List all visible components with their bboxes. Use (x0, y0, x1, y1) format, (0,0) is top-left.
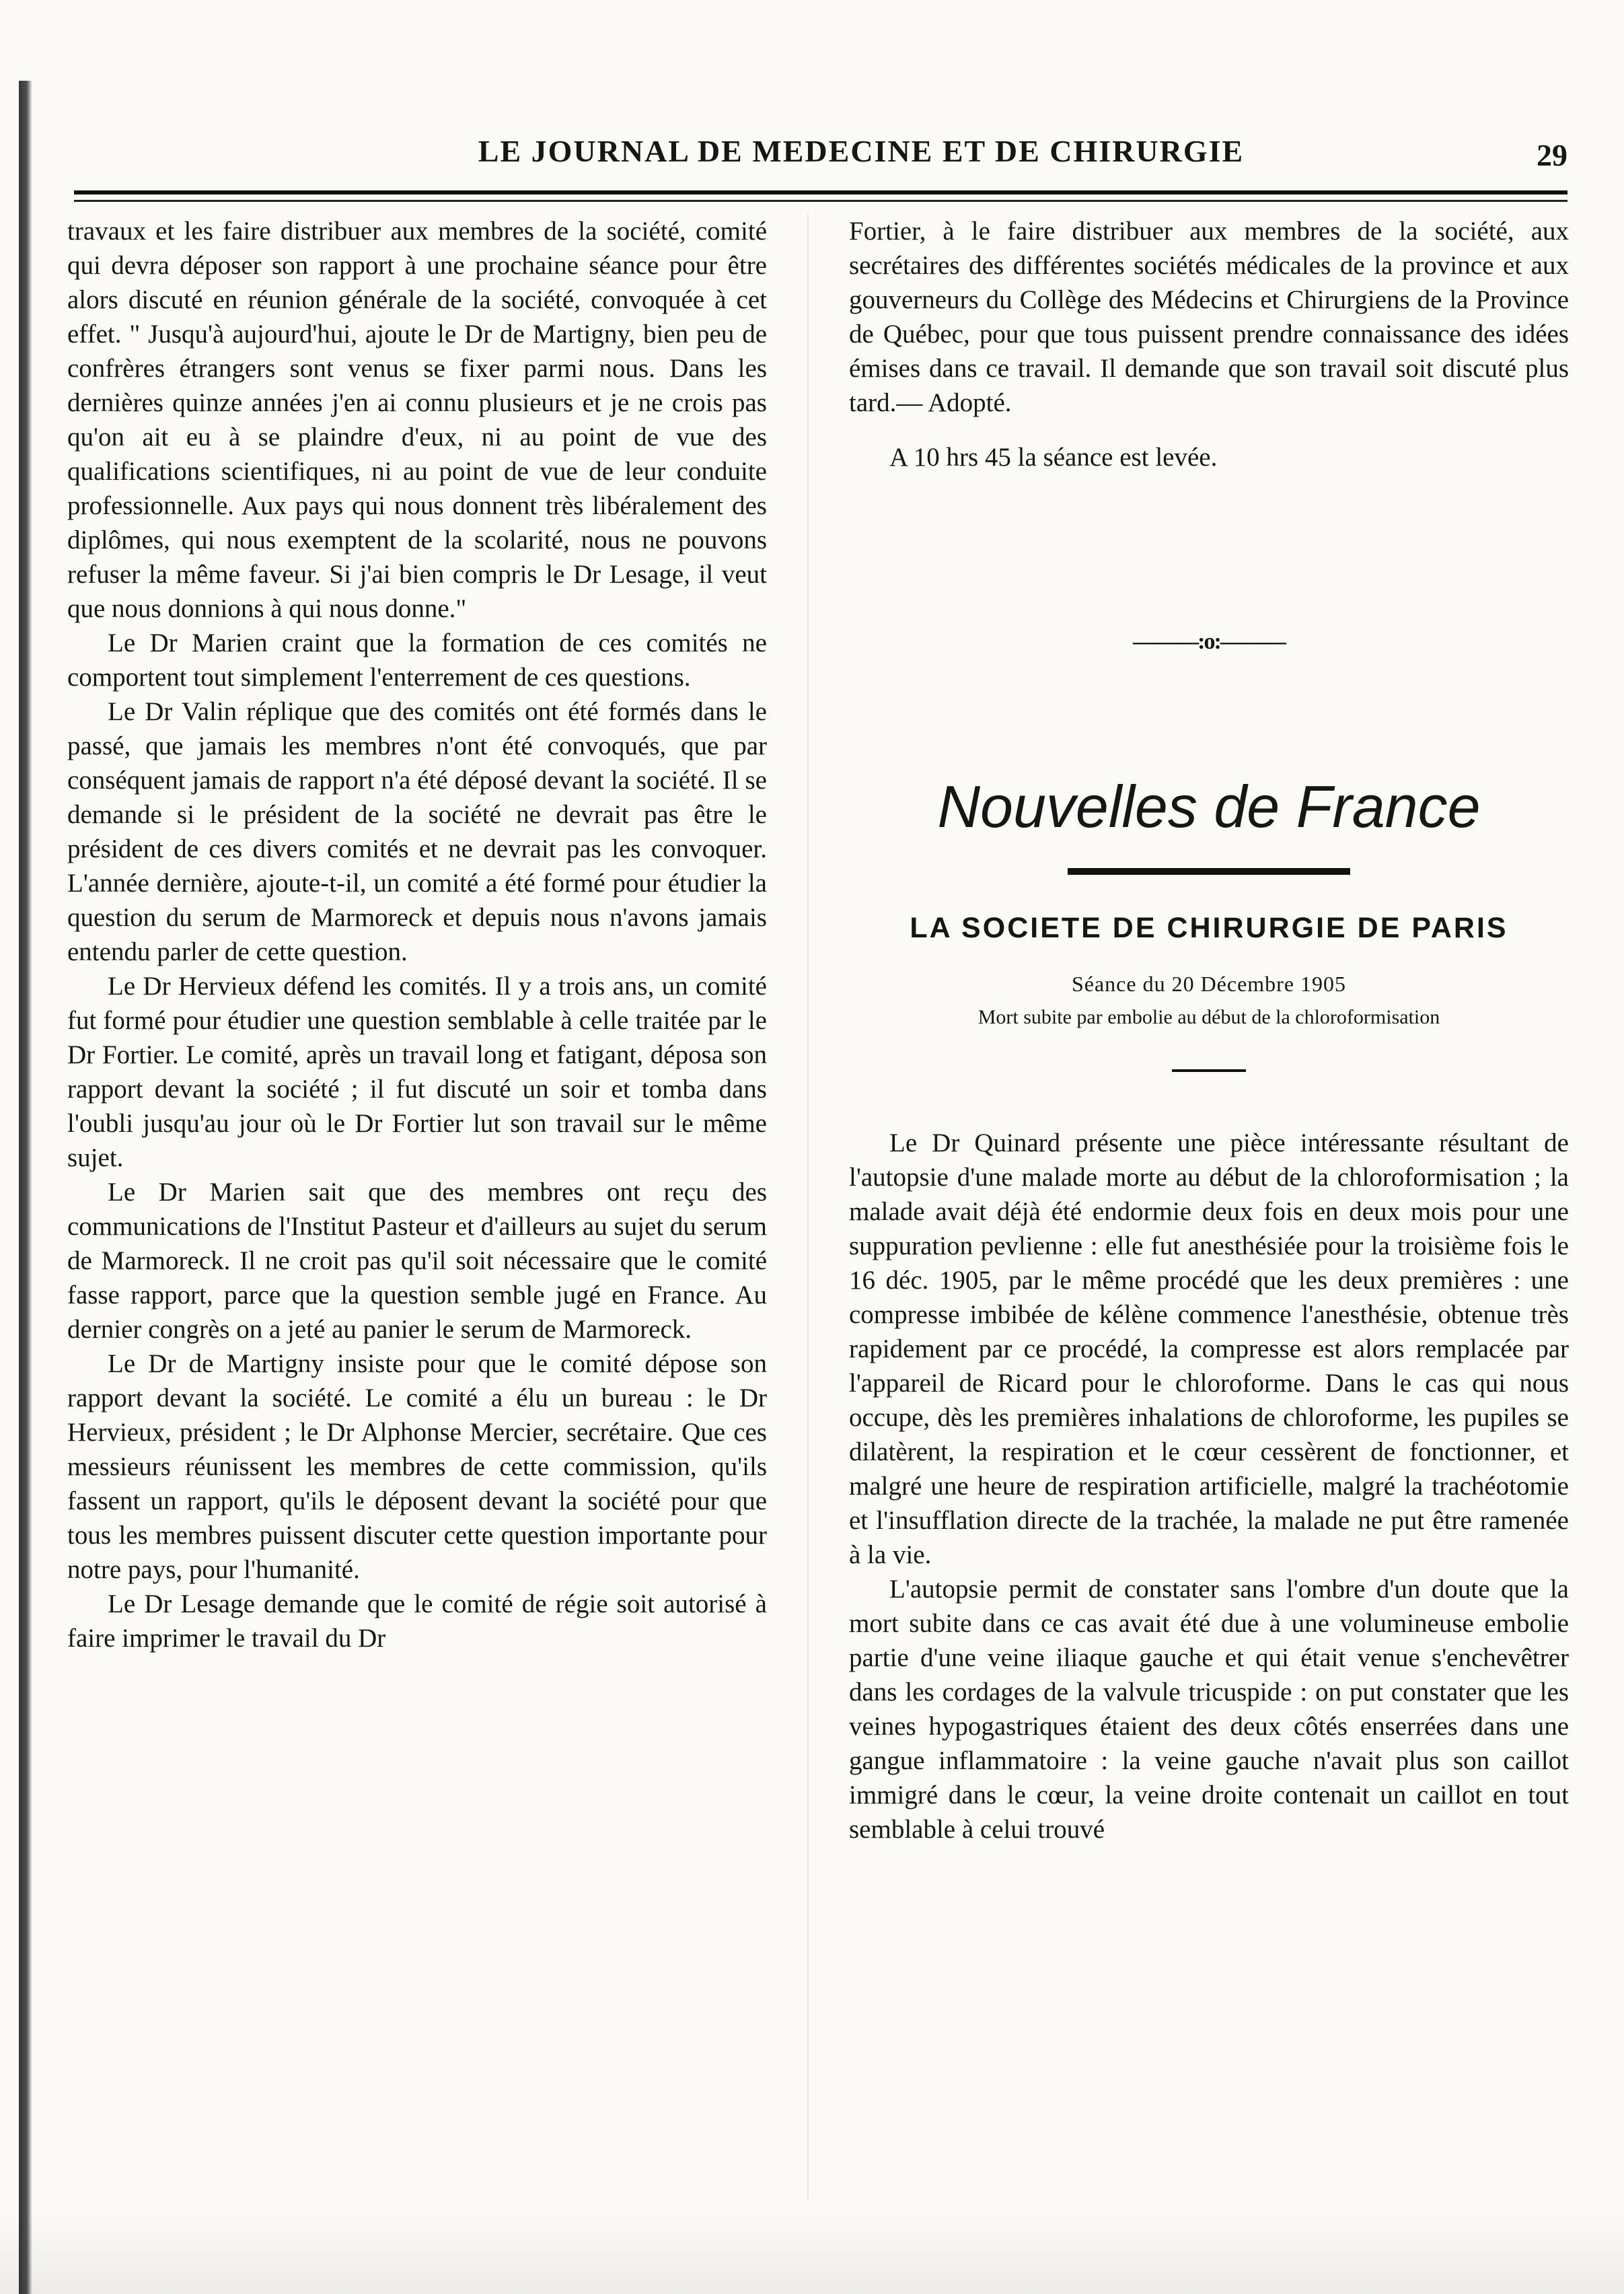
section-rule (1068, 868, 1350, 875)
society-heading: LA SOCIETE DE CHIRURGIE DE PARIS (910, 912, 1508, 944)
session-line: Séance du 20 Décembre 1905 (1071, 972, 1347, 996)
paragraph: travaux et les faire distribuer aux membres de la société, comité qui devra déposer son rapport à une prochaine séance pour être alors discuté en réunion générale de la société, convoquée à cet effet. " Jusqu'à aujourd'hui, ajoute le Dr de Martigny, bien peu de confrères étrangers sont venus se fixer parmi nous. Dans les dernières quinze années j'en ai connu plusieurs et je ne crois pas qu'on ait eu à se plaindre d'eux, ni au point de vue des qualifications scientifiques, ni au point de vue de leur conduite professionnelle. Aux pays qui nous donnent très libéralement des diplômes, qui nous exemptent de la scolarité, nous ne pouvons refuser la même faveur. Si j'ai bien compris le Dr Lesage, il veut que nous donnions à qui nous donne." (67, 217, 767, 623)
paragraph: Le Dr Valin réplique que des comités ont été formés dans le passé, que jamais les membres n'ont été convoqués, que par conséquent jamais de rapport n'a été déposé devant la société. Il se demande si le président de la société ne devrait pas être le président de ces divers comités et ne devrait pas les convoquer. L'année dernière, ajoute-t-il, un comité a été formé pour étudier la question du serum de Marmoreck et depuis nous n'avons jamais entendu parler de cette question. (67, 697, 767, 966)
running-title: LE JOURNAL DE MEDECINE ET DE CHIRURGIE (478, 134, 1245, 168)
right-column (849, 214, 1569, 2206)
paragraph: Le Dr Lesage demande que le comité de régie soit autorisé à faire imprimer le travail du Dr (67, 1589, 767, 1653)
page-header (61, 128, 1567, 188)
section-title: Nouvelles de France (937, 773, 1481, 840)
scan-binding-edge (19, 81, 32, 2294)
separator-ornament: ———:o:——— (1133, 629, 1285, 654)
page-number: 29 (1537, 138, 1567, 172)
article-subtitle: Mort subite par embolie au début de la chloroformisation (977, 1006, 1440, 1028)
header-rule-thick (74, 190, 1567, 194)
scan-bottom-shadow (0, 2213, 1624, 2294)
paragraph: L'autopsie permit de constater sans l'ombre d'un doute que la mort subite dans ce cas avait été due à une volumineuse embolie partie d'une veine iliaque gauche et qui était venue s'enchevêtrer dans les cordages de la valvule tricuspide : on put constater que les veines hypogastriques étaient des deux côtés enserrées dans une gangue inflammatoire : la veine gauche n'avait plus son caillot immigré dans le cœur, la veine droite contenait un caillot en tout semblable à celui trouvé (849, 1575, 1569, 1844)
paragraph: Le Dr Quinard présente une pièce intéressante résultant de l'autopsie d'une malade morte au début de la chloroformisation ; la malade avait déjà été endormie deux fois en deux mois pour une suppuration pevlienne : elle fut anesthésiée pour la troisième fois le 16 déc. 1905, par le même procédé que les deux premières : une compresse imbibée de kélène commence l'anesthésie, obtenue très rapidement par ce procédé, la compresse est alors remplacée par l'appareil de Ricard pour le chloroforme. Dans le cas qui nous occupe, dès les premières inhalations de chloroforme, les pupiles se dilatèrent, la respiration et le cœur cessèrent de fonctionner, et malgré une heure de respiration artificielle, malgré la trachéotomie et l'insufflation directe de la trachée, la malade ne put être ramenée à la vie. (849, 1128, 1569, 1569)
paragraph: Le Dr de Martigny insiste pour que le comité dépose son rapport devant la société. Le comité a élu un bureau : le Dr Hervieux, président ; le Dr Alphonse Mercier, secrétaire. Que ces messieurs réunissent les membres de cette commission, qu'ils fassent un rapport, qu'ils le déposent devant la société pour que tous les membres puissent discuter cette question importante pour notre pays, pour l'humanité. (67, 1349, 767, 1584)
paragraph: Le Dr Hervieux défend les comités. Il y a trois ans, un comité fut formé pour étudier une question semblable à celle traitée par le Dr Fortier. Le comité, après un travail long et fatigant, déposa son rapport devant la société ; il fut discuté un soir et tomba dans l'oubli jusqu'au jour où le Dr Fortier lut son travail sur le même sujet. (67, 972, 767, 1172)
closing-line: A 10 hrs 45 la séance est levée. (889, 443, 1218, 472)
paragraph: Le Dr Marien craint que la formation de ces comités ne comportent tout simplement l'enterrement de ces questions. (67, 629, 767, 692)
header-rule-thin (74, 200, 1567, 202)
paragraph: Le Dr Marien sait que des membres ont reçu des communications de l'Institut Pasteur et d'ailleurs au sujet du serum de Marmoreck. Il ne croit pas qu'il soit nécessaire que le comité fasse rapport, parce que la question semble jugé en France. Au dernier congrès on a jeté au panier le serum de Marmoreck. (67, 1178, 767, 1344)
paragraph: Fortier, à le faire distribuer aux membres de la société, aux secrétaires des différentes sociétés médicales de la province et aux gouverneurs du Collège des Médecins et Chirurgiens de la Province de Québec, pour que tous puissent prendre connaissance des idées émises dans ce travail. Il demande que son travail soit discuté plus tard.— Adopté. (849, 217, 1569, 417)
column-divider (807, 214, 809, 2199)
left-column (67, 214, 767, 2206)
